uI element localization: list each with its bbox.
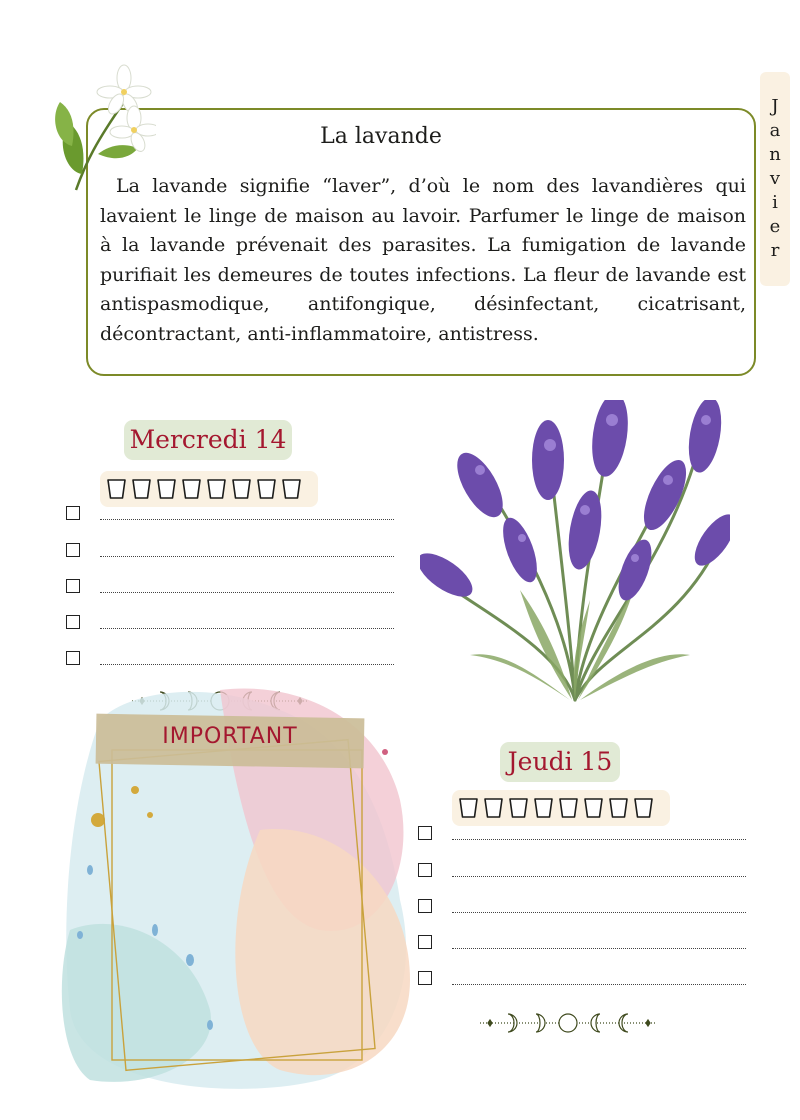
task-row	[418, 826, 746, 840]
task-row	[418, 863, 746, 877]
water-glass-icon[interactable]	[256, 478, 277, 500]
water-tracker	[100, 471, 318, 507]
water-glass-icon[interactable]	[458, 797, 479, 819]
task-line[interactable]	[100, 519, 394, 520]
water-glass-icon[interactable]	[583, 797, 604, 819]
info-body: La lavande signifie “laver”, d’où le nom des lavandières qui lavaient le linge de maison au lavoir. Parfumer le linge de maison à la lavande prévenait des parasites. La fumigation de lavande purifiait les demeures de toutes infections. La fleur de lavande est antispasmodique, antifongique, désinfectant, cicatrisant, décontractant, anti-inflammatoire, antistress.	[100, 175, 746, 345]
month-letter: a	[769, 120, 781, 141]
water-glass-icon[interactable]	[533, 797, 554, 819]
water-glass-icon[interactable]	[281, 478, 302, 500]
water-tracker	[452, 790, 670, 826]
task-checkbox[interactable]	[418, 899, 432, 913]
task-line[interactable]	[100, 556, 394, 557]
task-line[interactable]	[452, 839, 746, 840]
task-checkbox[interactable]	[418, 971, 432, 985]
water-glass-icon[interactable]	[633, 797, 654, 819]
task-checkbox[interactable]	[66, 506, 80, 520]
task-row	[66, 615, 394, 629]
task-line[interactable]	[100, 664, 394, 665]
task-row	[418, 899, 746, 913]
task-line[interactable]	[100, 592, 394, 593]
month-letter: J	[771, 96, 779, 117]
day-heading: Mercredi 14	[124, 420, 292, 460]
jasmine-flower-icon	[46, 62, 156, 192]
month-letter: n	[769, 144, 781, 165]
task-row	[66, 543, 394, 557]
month-tab	[760, 72, 790, 286]
water-glass-icon[interactable]	[181, 478, 202, 500]
task-checkbox[interactable]	[66, 579, 80, 593]
task-checkbox[interactable]	[66, 615, 80, 629]
task-checkbox[interactable]	[418, 826, 432, 840]
month-letter: r	[770, 240, 780, 261]
water-glass-icon[interactable]	[156, 478, 177, 500]
task-checkbox[interactable]	[418, 935, 432, 949]
water-glass-icon[interactable]	[106, 478, 127, 500]
task-row	[418, 935, 746, 949]
task-row	[66, 506, 394, 520]
important-label: IMPORTANT	[162, 724, 298, 749]
task-line[interactable]	[100, 628, 394, 629]
lavender-bouquet-icon	[420, 400, 730, 710]
task-checkbox[interactable]	[66, 651, 80, 665]
month-letter: v	[769, 168, 781, 189]
task-line[interactable]	[452, 876, 746, 877]
task-line[interactable]	[452, 948, 746, 949]
water-glass-icon[interactable]	[131, 478, 152, 500]
task-line[interactable]	[452, 984, 746, 985]
water-glass-icon[interactable]	[558, 797, 579, 819]
task-checkbox[interactable]	[418, 863, 432, 877]
task-line[interactable]	[452, 912, 746, 913]
water-glass-icon[interactable]	[608, 797, 629, 819]
task-row	[418, 971, 746, 985]
water-glass-icon[interactable]	[508, 797, 529, 819]
water-glass-icon[interactable]	[483, 797, 504, 819]
task-row	[66, 579, 394, 593]
info-title: La lavande	[320, 124, 442, 149]
water-glass-icon[interactable]	[231, 478, 252, 500]
task-row	[66, 651, 394, 665]
task-checkbox[interactable]	[66, 543, 80, 557]
month-letter: i	[772, 192, 778, 213]
water-glass-icon[interactable]	[206, 478, 227, 500]
day-heading: Jeudi 15	[500, 742, 620, 782]
moon-phases-divider-icon	[478, 1012, 658, 1034]
month-letter: e	[769, 216, 781, 237]
